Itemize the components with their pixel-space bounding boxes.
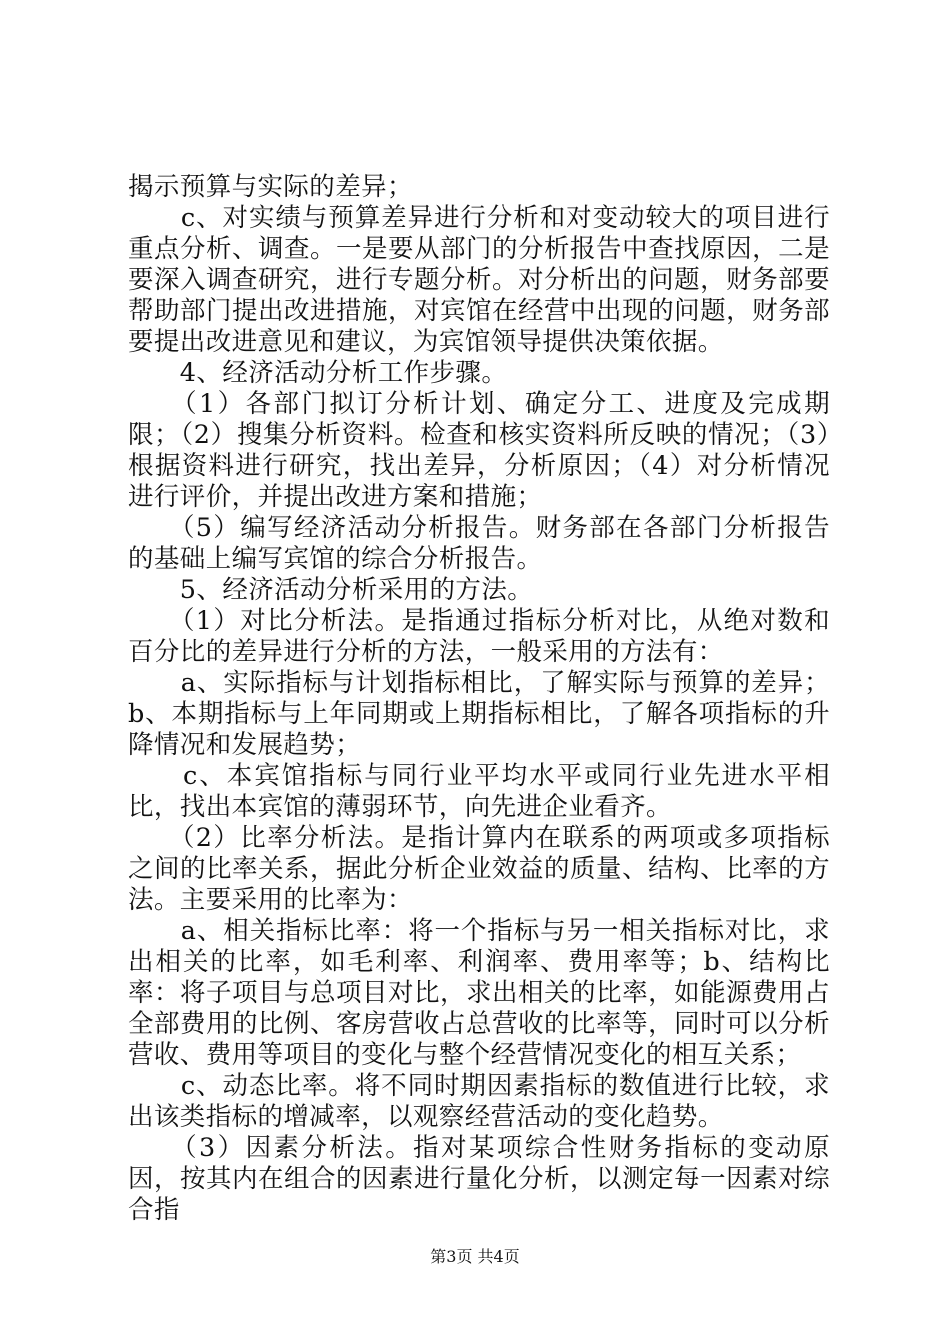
paragraph: c、本宾馆指标与同行业平均水平或同行业先进水平相比，找出本宾馆的薄弱环节，向先进企业看齐。: [128, 761, 830, 822]
paragraph: 揭示预算与实际的差异；: [128, 172, 413, 202]
paragraph: c、动态比率。将不同时期因素指标的数值进行比较，求出该类指标的增减率，以观察经营活动的变化趋势。: [128, 1071, 830, 1132]
paragraph: （2）比率分析法。是指计算内在联系的两项或多项指标之间的比率关系，据此分析企业效益的质量、结构、比率的方法。主要采用的比率为：: [128, 823, 830, 915]
paragraph: c、对实绩与预算差异进行分析和对变动较大的项目进行重点分析、调查。一是要从部门的分析报告中查找原因，二是要深入调查研究，进行专题分析。对分析出的问题，财务部要帮助部门提出改进措施，对宾馆在经营中出现的问题，财务部要提出改进意见和建议，为宾馆领导提供决策依据。: [128, 203, 830, 357]
paragraph: （1）各部门拟订分析计划、确定分工、进度及完成期限；（2）搜集分析资料。检查和核实资料所反映的情况；（3）根据资料进行研究，找出差异，分析原因；（4）对分析情况进行评价，并提出改进方案和措施；: [128, 389, 830, 512]
paragraph: （3）因素分析法。指对某项综合性财务指标的变动原因，按其内在组合的因素进行量化分析，以测定每一因素对综合指: [128, 1133, 830, 1225]
paragraph: 5、经济活动分析采用的方法。: [128, 575, 534, 605]
paragraph: （5）编写经济活动分析报告。财务部在各部门分析报告的基础上编写宾馆的综合分析报告。: [128, 513, 830, 574]
paragraph: （1）对比分析法。是指通过指标分析对比，从绝对数和百分比的差异进行分析的方法，一般采用的方法有：: [128, 606, 830, 667]
paragraph: 4、经济活动分析工作步骤。: [128, 358, 508, 388]
page-footer: 第3页 共4页: [430, 1247, 520, 1266]
paragraph: a、实际指标与计划指标相比，了解实际与预算的差异；b、本期指标与上年同期或上期指标相比，了解各项指标的升降情况和发展趋势；: [128, 668, 830, 760]
paragraph: a、相关指标比率：将一个指标与另一相关指标对比，求出相关的比率，如毛利率、利润率、费用率等；b、结构比率：将子项目与总项目对比，求出相关的比率，如能源费用占全部费用的比例、客房营收占总营收的比率等，同时可以分析营收、费用等项目的变化与整个经营情况变化的相互关系；: [128, 916, 830, 1070]
document-body: [128, 172, 830, 1226]
